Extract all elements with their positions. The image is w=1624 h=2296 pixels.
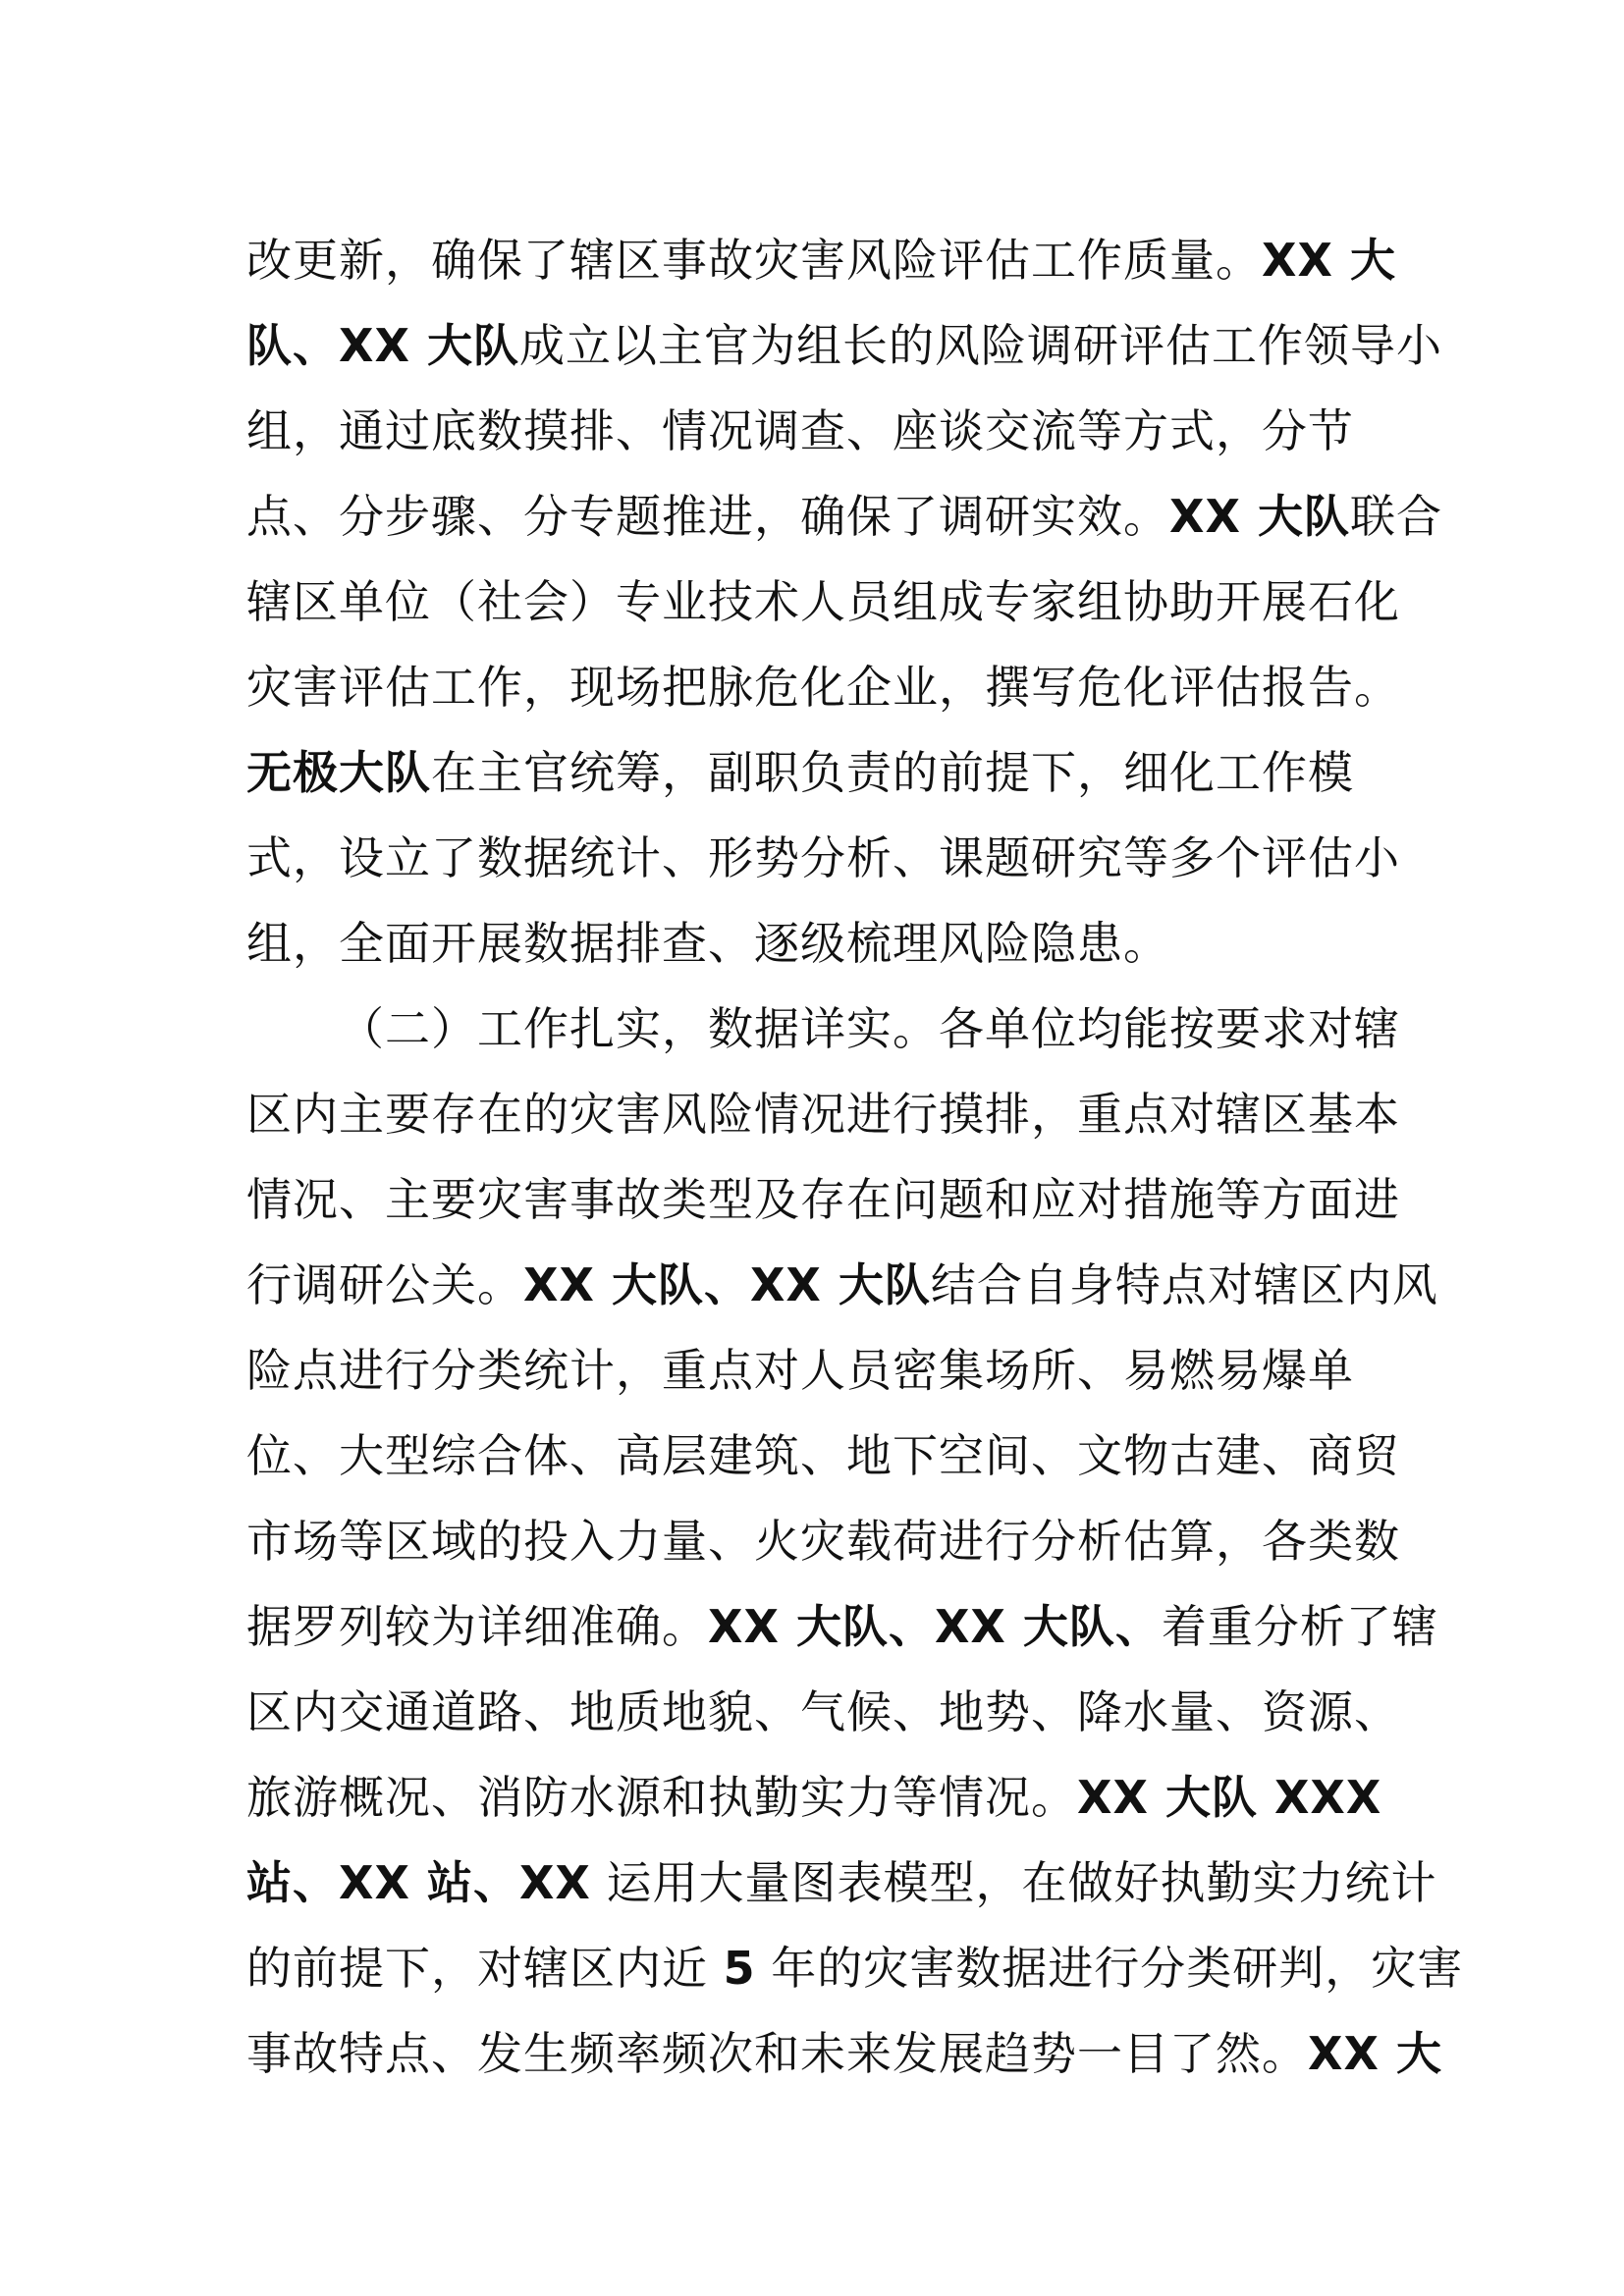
text-segment: 组，全面开展数据排查、逐级梳理风险隐患。 bbox=[246, 917, 1169, 970]
text-line bbox=[246, 828, 1400, 887]
text-segment: （二）工作扎实，数据详实。各单位均能按要求对辖 bbox=[339, 1002, 1400, 1055]
text-segment: 运用大量图表模型，在做好执勤实力统计 bbox=[590, 1856, 1437, 1909]
text-line bbox=[246, 1682, 1400, 1741]
text-line bbox=[246, 1939, 1463, 1998]
text-segment: 着重分析了辖 bbox=[1161, 1600, 1438, 1653]
text-line bbox=[246, 487, 1442, 546]
text-segment: 区内交通道路、地质地貌、气候、地势、降水量、资源、 bbox=[246, 1685, 1400, 1738]
text-segment: 成立以主官为组长的风险调研评估工作领导小 bbox=[518, 319, 1442, 372]
bold-text-segment: 无极大队 bbox=[246, 746, 431, 799]
bold-text-segment: 5 bbox=[723, 1942, 756, 1995]
text-line bbox=[246, 231, 1396, 290]
text-line bbox=[246, 1512, 1400, 1571]
text-segment: 险点进行分类统计，重点对人员密集场所、易燃易爆单 bbox=[246, 1344, 1354, 1397]
text-line bbox=[246, 1255, 1438, 1314]
bold-text-segment: XX 大队 bbox=[1169, 490, 1350, 543]
text-segment: 点、分步骤、分专题推进，确保了调研实效。 bbox=[246, 490, 1169, 543]
text-segment: 联合 bbox=[1349, 490, 1442, 543]
text-segment: 位、大型综合体、高层建筑、地下空间、文物古建、商贸 bbox=[246, 1429, 1400, 1482]
text-line bbox=[246, 1768, 1381, 1827]
text-segment: 旅游概况、消防水源和执勤实力等情况。 bbox=[246, 1771, 1077, 1824]
bold-text-segment: XX 大队 XXX bbox=[1077, 1771, 1382, 1824]
text-line bbox=[246, 401, 1354, 460]
text-segment: 结合自身特点对辖区内风 bbox=[930, 1258, 1438, 1311]
text-segment: 市场等区域的投入力量、火灾载荷进行分析估算，各类数 bbox=[246, 1515, 1400, 1568]
bold-text-segment: XX 大 bbox=[1308, 2027, 1442, 2080]
bold-text-segment: 站、XX 站、XX bbox=[246, 1856, 591, 1909]
text-segment: 据罗列较为详细准确。 bbox=[246, 1600, 708, 1653]
text-segment: 事故特点、发生频率频次和未来发展趋势一目了然。 bbox=[246, 2027, 1308, 2080]
text-segment: 区内主要存在的灾害风险情况进行摸排，重点对辖区基本 bbox=[246, 1088, 1400, 1141]
text-segment: 的前提下，对辖区内近 bbox=[246, 1942, 724, 1995]
text-line bbox=[246, 743, 1354, 802]
text-line bbox=[246, 316, 1442, 375]
text-segment: 组，通过底数摸排、情况调查、座谈交流等方式，分节 bbox=[246, 404, 1354, 457]
text-line bbox=[246, 1085, 1400, 1144]
text-line bbox=[246, 1597, 1438, 1656]
paragraph-heading-line bbox=[339, 999, 1400, 1058]
text-segment: 灾害评估工作，现场把脉危化企业，撰写危化评估报告。 bbox=[246, 661, 1400, 714]
bold-text-segment: XX 大队、XX 大队 bbox=[523, 1258, 931, 1311]
text-line bbox=[246, 658, 1400, 717]
bold-text-segment: XX 大 bbox=[1262, 234, 1396, 287]
text-segment: 改更新，确保了辖区事故灾害风险评估工作质量。 bbox=[246, 234, 1262, 287]
text-line bbox=[246, 1170, 1400, 1229]
text-line bbox=[246, 1426, 1400, 1485]
bold-text-segment: 队、XX 大队 bbox=[246, 319, 519, 372]
text-segment: 情况、主要灾害事故类型及存在问题和应对措施等方面进 bbox=[246, 1173, 1400, 1226]
bold-text-segment: XX 大队、XX 大队、 bbox=[708, 1600, 1162, 1653]
text-line bbox=[246, 572, 1400, 631]
text-segment: 辖区单位（社会）专业技术人员组成专家组协助开展石化 bbox=[246, 575, 1400, 628]
text-line bbox=[246, 1853, 1437, 1912]
text-segment: 在主官统筹，副职负责的前提下，细化工作模 bbox=[431, 746, 1354, 799]
text-segment: 年的灾害数据进行分类研判，灾害 bbox=[755, 1942, 1464, 1995]
text-line bbox=[246, 1341, 1354, 1400]
text-segment: 行调研公关。 bbox=[246, 1258, 523, 1311]
text-line bbox=[246, 914, 1169, 973]
text-line bbox=[246, 2024, 1442, 2083]
text-segment: 式，设立了数据统计、形势分析、课题研究等多个评估小 bbox=[246, 831, 1400, 884]
